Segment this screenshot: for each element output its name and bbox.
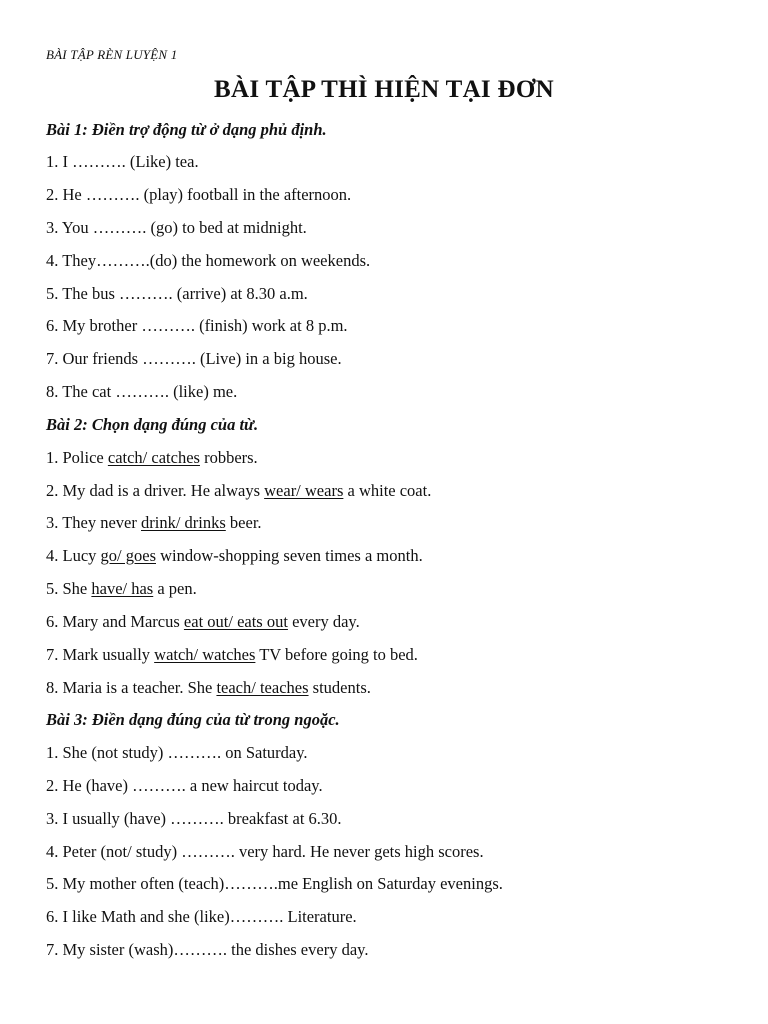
word-choice: drink/ drinks bbox=[141, 513, 226, 532]
exercise-item: 2. My dad is a driver. He always wear/ wears a white coat. bbox=[46, 481, 432, 500]
exercise-item: 1. I ………. (Like) tea. bbox=[46, 152, 199, 171]
exercise-item: 2. He ………. (play) football in the afternoon. bbox=[46, 185, 352, 204]
header-note: BÀI TẬP RÈN LUYỆN 1 bbox=[46, 47, 178, 62]
word-choice: wear/ wears bbox=[264, 481, 344, 500]
exercise-item: 8. Maria is a teacher. She teach/ teaches students. bbox=[46, 678, 371, 697]
section-1-heading: Bài 1: Điền trợ động từ ở dạng phủ định. bbox=[46, 120, 327, 139]
exercise-item: 5. My mother often (teach)……….me English on Saturday evenings. bbox=[46, 874, 503, 893]
exercise-item: 3. They never drink/ drinks beer. bbox=[46, 513, 262, 532]
exercise-item: 8. The cat ………. (like) me. bbox=[46, 382, 238, 401]
exercise-item: 6. Mary and Marcus eat out/ eats out every day. bbox=[46, 612, 360, 631]
word-choice: eat out/ eats out bbox=[183, 612, 288, 631]
exercise-item: 7. Our friends ………. (Live) in a big house. bbox=[46, 349, 342, 368]
word-choice: have/ has bbox=[91, 579, 154, 598]
exercise-item: 1. Police catch/ catches robbers. bbox=[46, 448, 258, 467]
section-3-heading: Bài 3: Điền dạng đúng của từ trong ngoặc. bbox=[46, 710, 340, 729]
word-choice: watch/ watches bbox=[154, 645, 256, 664]
exercise-item: 6. I like Math and she (like)………. Literature. bbox=[46, 907, 357, 926]
exercise-item: 5. She have/ has a pen. bbox=[46, 579, 197, 598]
exercise-item: 1. She (not study) ………. on Saturday. bbox=[46, 743, 308, 762]
page-title: BÀI TẬP THÌ HIỆN TẠI ĐƠN bbox=[214, 76, 554, 103]
exercise-item: 2. He (have) ………. a new haircut today. bbox=[46, 776, 323, 795]
section-2-heading: Bài 2: Chọn dạng đúng của từ. bbox=[46, 415, 259, 434]
exercise-item: 7. Mark usually watch/ watches TV before going to bed. bbox=[46, 645, 418, 664]
word-choice: go/ goes bbox=[100, 546, 156, 565]
exercise-item: 3. You ………. (go) to bed at midnight. bbox=[46, 218, 307, 237]
exercise-item: 4. They……….(do) the homework on weekends. bbox=[46, 251, 371, 270]
exercise-item: 6. My brother ………. (finish) work at 8 p.m. bbox=[46, 316, 348, 335]
word-choice: teach/ teaches bbox=[216, 678, 309, 697]
exercise-item: 7. My sister (wash)………. the dishes every day. bbox=[46, 940, 369, 959]
exercise-item: 3. I usually (have) ………. breakfast at 6.30. bbox=[46, 809, 342, 828]
exercise-item: 5. The bus ………. (arrive) at 8.30 a.m. bbox=[46, 284, 308, 303]
exercise-item: 4. Lucy go/ goes window-shopping seven times a month. bbox=[46, 546, 423, 565]
exercise-item: 4. Peter (not/ study) ………. very hard. He never gets high scores. bbox=[46, 842, 484, 861]
word-choice: catch/ catches bbox=[107, 448, 200, 467]
